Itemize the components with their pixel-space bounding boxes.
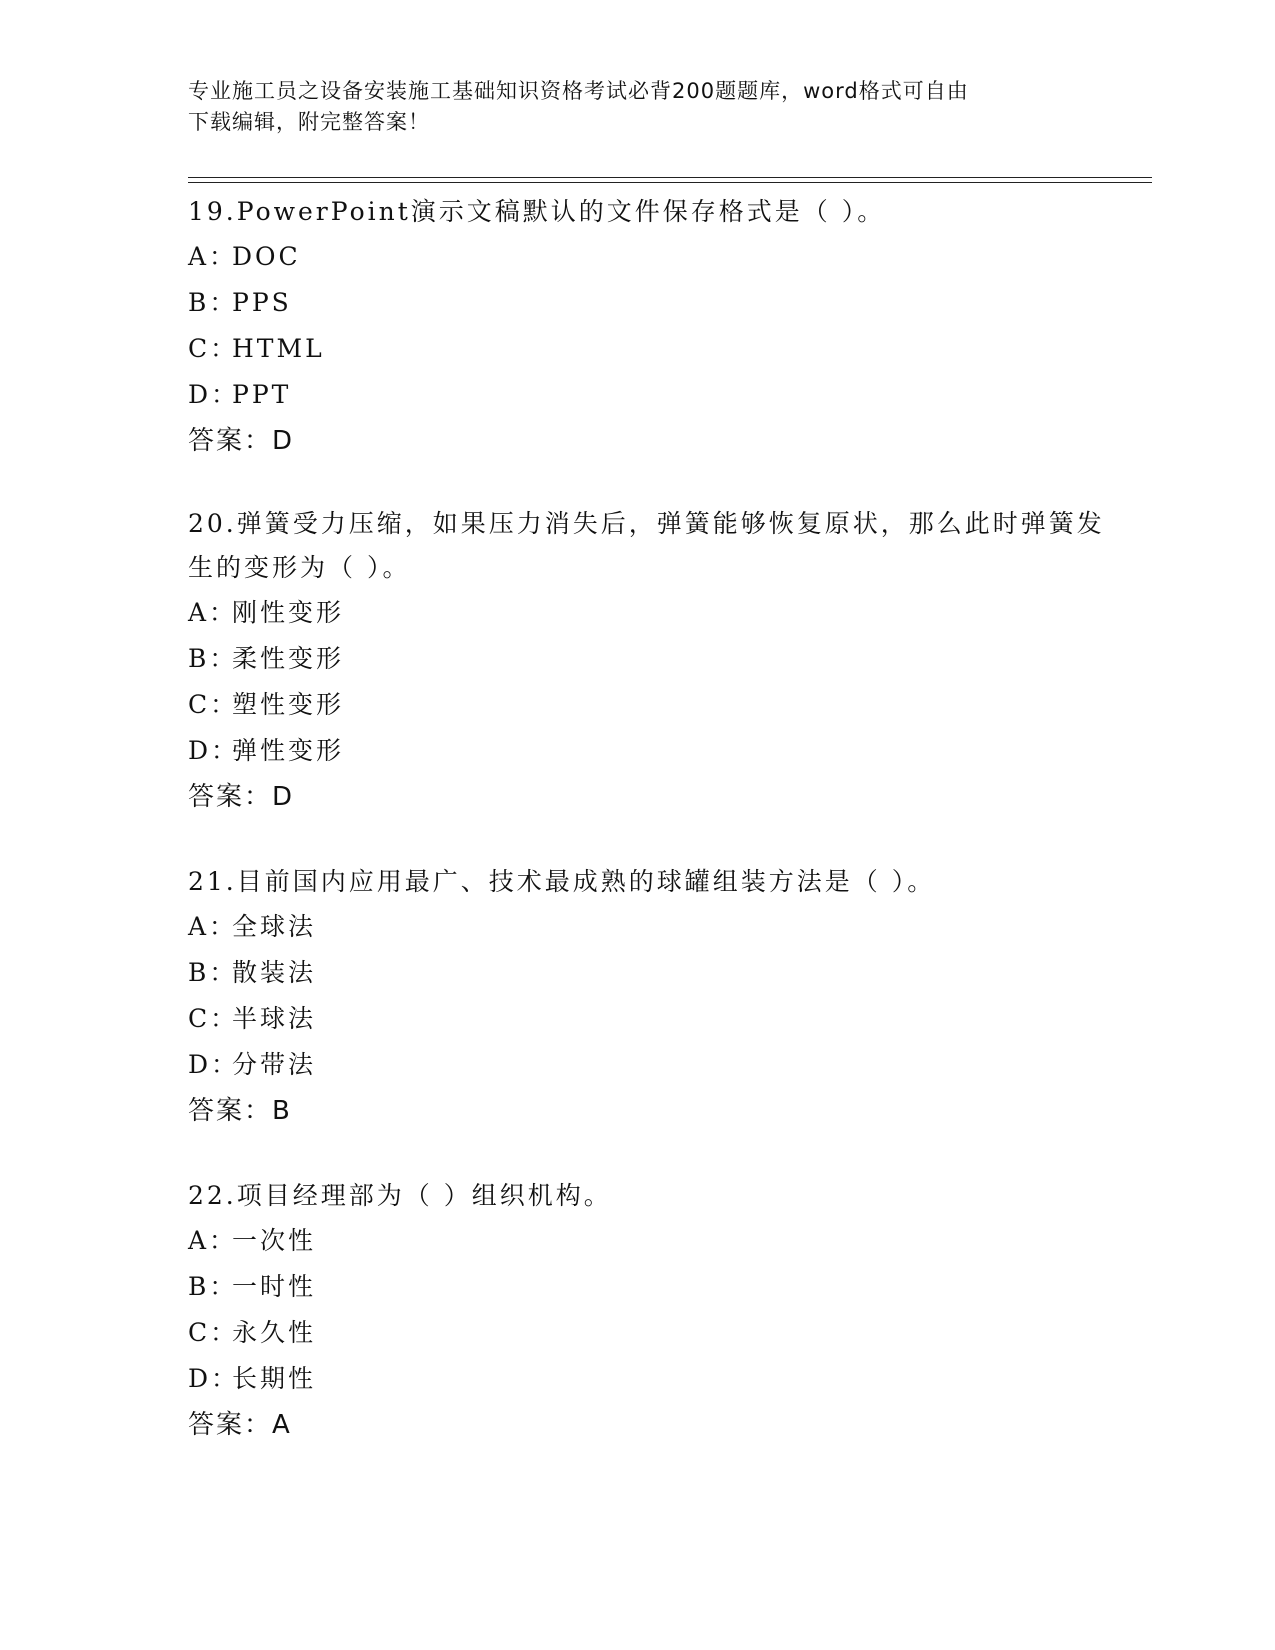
question-22 [188, 1174, 1108, 1448]
answer: 答案：D [188, 782, 295, 812]
option-key: C： [188, 690, 239, 719]
question-stem: 21.目前国内应用最广、技术最成熟的球罐组装方法是（ ）。 [188, 867, 936, 896]
option-b [188, 280, 1108, 326]
option-key: D： [188, 736, 240, 765]
option-text: 塑性变形 [232, 690, 345, 719]
option-key: C： [188, 1004, 239, 1033]
option-b [188, 950, 1108, 996]
option-key: C： [188, 334, 239, 363]
option-text: 长期性 [232, 1364, 317, 1393]
option-b [188, 636, 1108, 682]
option-key: B： [188, 644, 238, 673]
option-key: B： [188, 288, 238, 317]
answer: 答案：B [188, 1096, 292, 1126]
question-stem: 19.PowerPoint演示文稿默认的文件保存格式是（ ）。 [188, 197, 886, 226]
option-d [188, 372, 1108, 418]
option-a [188, 904, 1108, 950]
question-20 [188, 502, 1108, 820]
option-a [188, 1218, 1108, 1264]
answer: 答案：D [188, 426, 295, 456]
option-a [188, 234, 1108, 280]
answer: 答案：A [188, 1410, 292, 1440]
question-stem: 20.弹簧受力压缩，如果压力消失后，弹簧能够恢复原状，那么此时弹簧发生的变形为（ ）。 [188, 509, 1105, 582]
option-d [188, 728, 1108, 774]
header-divider-bottom [188, 182, 1152, 183]
option-text: 永久性 [232, 1318, 317, 1347]
option-b [188, 1264, 1108, 1310]
option-d [188, 1042, 1108, 1088]
option-text: 一时性 [232, 1272, 317, 1301]
option-text: 半球法 [232, 1004, 317, 1033]
option-key: D： [188, 380, 240, 409]
document-header [188, 76, 1088, 138]
option-c [188, 996, 1108, 1042]
question-stem: 22.项目经理部为（ ）组织机构。 [188, 1181, 612, 1210]
option-text: 全球法 [232, 912, 317, 941]
option-c [188, 682, 1108, 728]
option-text: DOC [232, 242, 301, 271]
question-19 [188, 190, 1108, 464]
header-line-2: 下载编辑，附完整答案！ [188, 110, 430, 134]
option-key: C： [188, 1318, 239, 1347]
option-key: A： [188, 598, 238, 627]
question-21 [188, 860, 1108, 1134]
option-c [188, 1310, 1108, 1356]
header-line-1: 专业施工员之设备安装施工基础知识资格考试必背200题题库，word格式可自由 [188, 79, 969, 103]
option-text: 弹性变形 [232, 736, 345, 765]
option-text: PPS [232, 288, 292, 317]
option-key: B： [188, 1272, 238, 1301]
option-key: A： [188, 912, 238, 941]
option-text: 散装法 [232, 958, 317, 987]
option-text: PPT [232, 380, 292, 409]
option-d [188, 1356, 1108, 1402]
option-text: 分带法 [232, 1050, 317, 1079]
option-key: D： [188, 1050, 240, 1079]
option-text: 柔性变形 [232, 644, 345, 673]
option-a [188, 590, 1108, 636]
option-key: D： [188, 1364, 240, 1393]
option-key: A： [188, 242, 238, 271]
option-text: HTML [232, 334, 325, 363]
option-text: 一次性 [232, 1226, 317, 1255]
option-c [188, 326, 1108, 372]
option-key: A： [188, 1226, 238, 1255]
option-text: 刚性变形 [232, 598, 345, 627]
header-divider-top [188, 177, 1152, 178]
option-key: B： [188, 958, 238, 987]
